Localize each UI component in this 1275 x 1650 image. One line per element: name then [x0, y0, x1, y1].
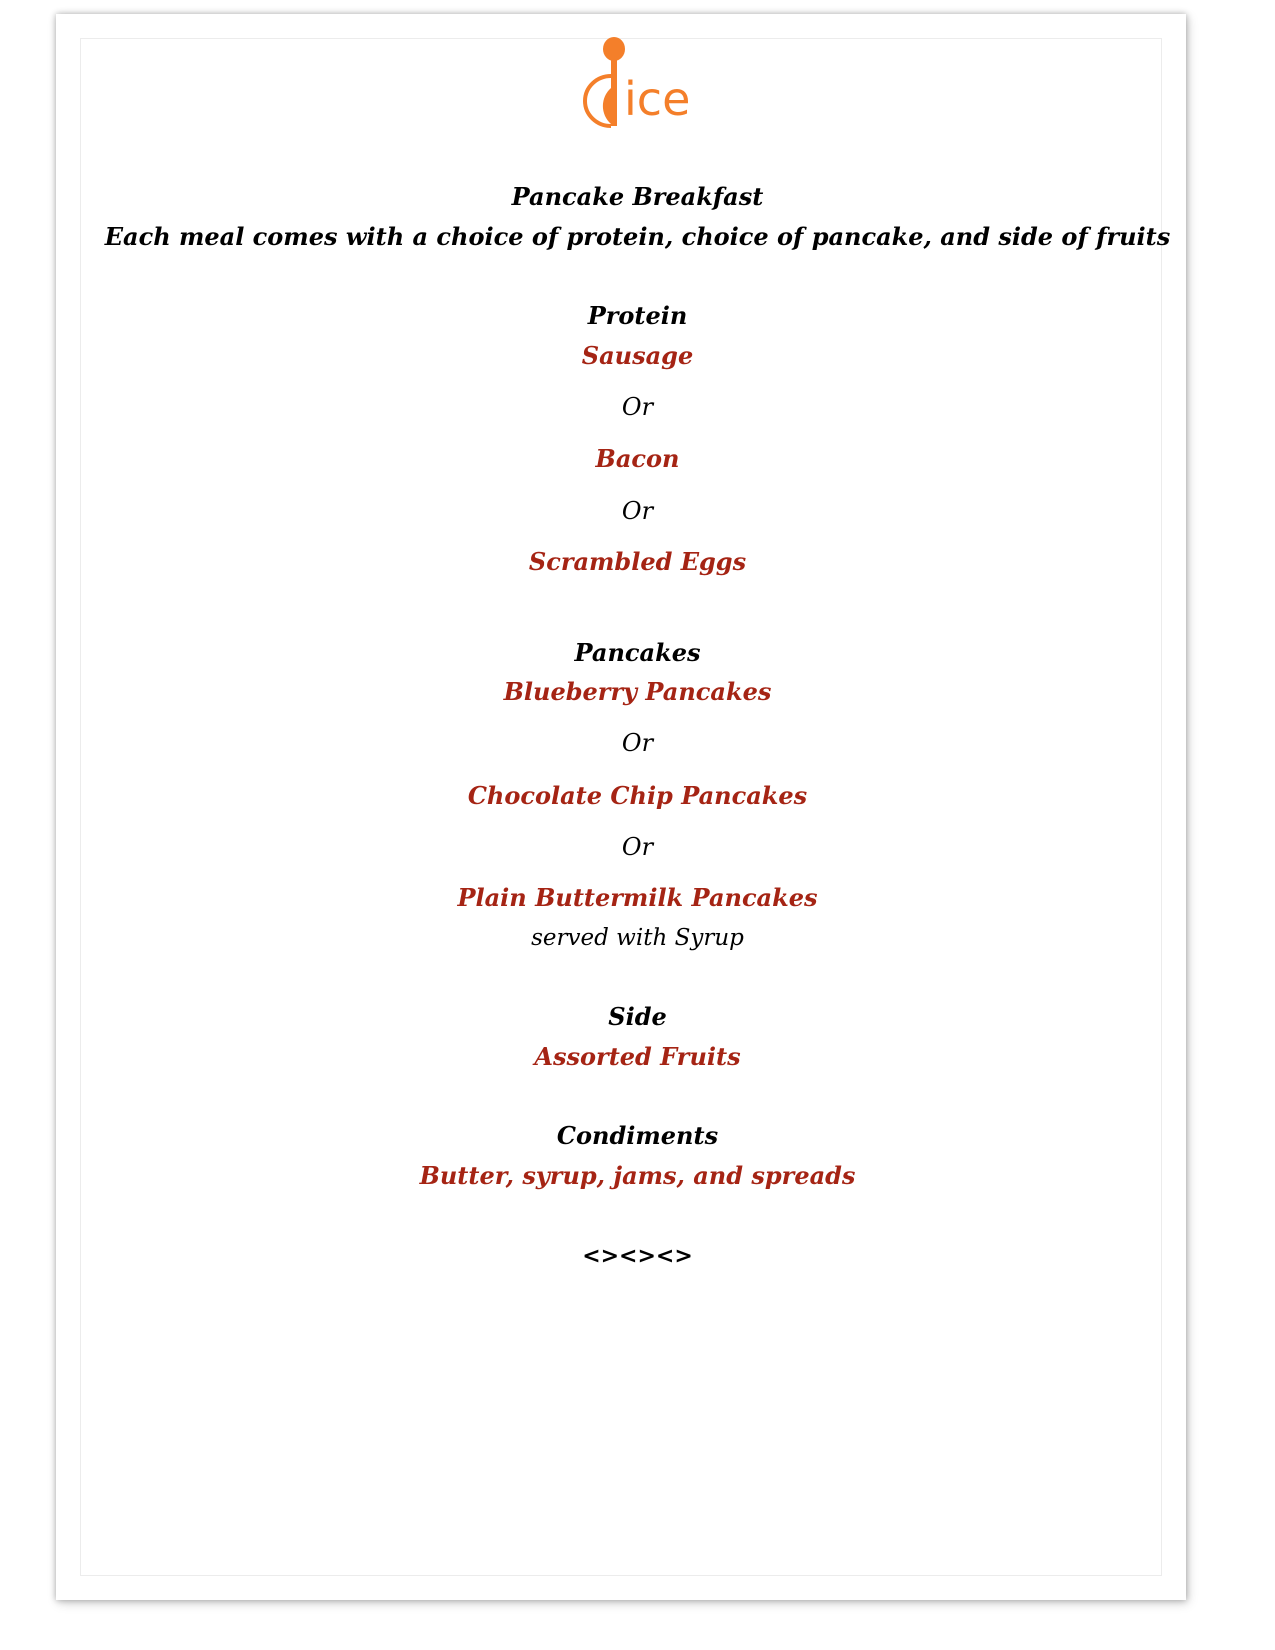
- menu-subtitle: Each meal comes with a choice of protein, choice of pancake, and side of fruits: [104, 222, 1171, 251]
- end-ornament: <><><>: [582, 1244, 693, 1269]
- protein-item-bacon: Bacon: [595, 444, 680, 473]
- or-separator: Or: [621, 729, 654, 757]
- side-item-assorted-fruits: Assorted Fruits: [534, 1042, 741, 1071]
- side-heading: Side: [608, 1002, 667, 1031]
- condiments-item: Butter, syrup, jams, and spreads: [419, 1161, 856, 1190]
- or-separator: Or: [621, 833, 654, 861]
- protein-heading: Protein: [587, 301, 688, 330]
- pancake-item-plain-buttermilk: Plain Buttermilk Pancakes: [457, 883, 818, 912]
- or-separator: Or: [621, 497, 654, 525]
- protein-item-sausage: Sausage: [581, 341, 694, 370]
- pancake-item-chocolate-chip: Chocolate Chip Pancakes: [467, 781, 808, 810]
- pancake-item-blueberry: Blueberry Pancakes: [503, 677, 772, 706]
- menu-title: Pancake Breakfast: [511, 182, 764, 211]
- dice-logo: [569, 36, 699, 134]
- logo-text: ice: [624, 72, 691, 126]
- page-shadow: [70, 1596, 1170, 1632]
- pancakes-heading: Pancakes: [574, 638, 701, 667]
- protein-item-scrambled-eggs: Scrambled Eggs: [528, 547, 747, 576]
- or-separator: Or: [621, 393, 654, 421]
- pancake-note: served with Syrup: [531, 925, 744, 951]
- condiments-heading: Condiments: [556, 1121, 719, 1150]
